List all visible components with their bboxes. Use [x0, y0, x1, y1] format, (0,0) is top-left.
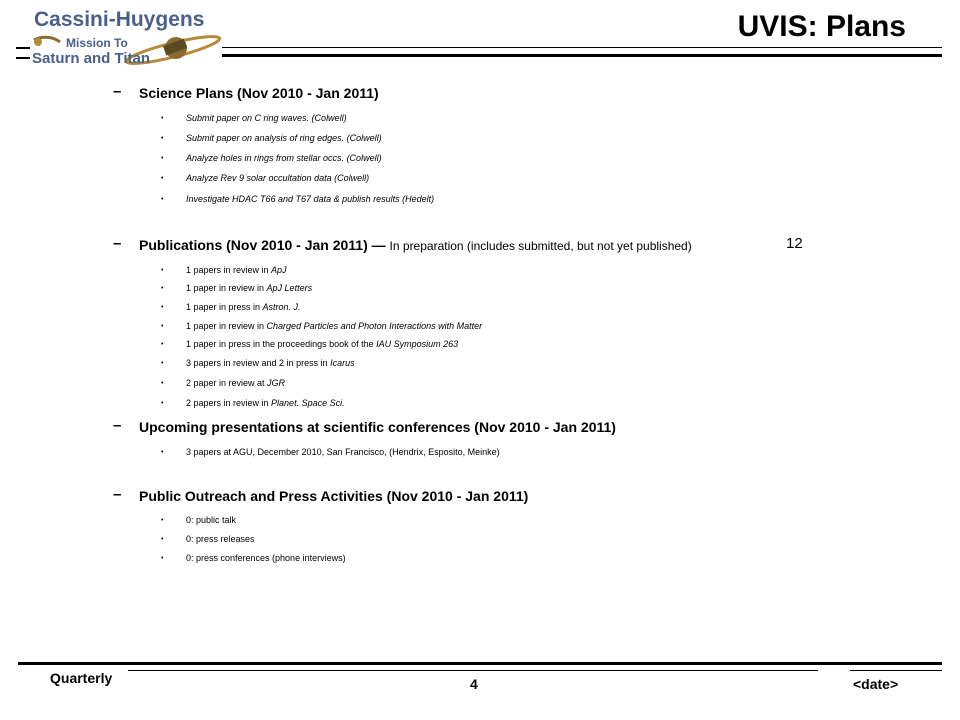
list-item: 0: press releases: [186, 534, 255, 544]
list-item: [186, 378, 285, 388]
journal-name: ApJ Letters: [266, 283, 313, 293]
list-item: Submit paper on analysis of ring edges. (Colwell): [186, 133, 382, 143]
bullet: •: [161, 360, 164, 367]
list-item-text: 1 paper in review in: [186, 283, 267, 293]
section-dash: –: [113, 235, 122, 252]
bullet: •: [161, 400, 164, 407]
journal-name: JGR: [267, 378, 286, 388]
list-item: 0: public talk: [186, 515, 237, 525]
list-item: [186, 398, 345, 408]
cassini-huygens-logo: [8, 6, 230, 72]
list-item: Submit paper on C ring waves. (Colwell): [186, 113, 347, 123]
section-dash: –: [113, 486, 122, 503]
page-title: UVIS: Plans: [737, 10, 906, 43]
footer-rule-thin-right: [850, 670, 942, 671]
footer-rule-thin: [128, 670, 818, 671]
bullet: •: [161, 536, 164, 543]
journal-name: Astron. J.: [262, 302, 301, 312]
bullet: •: [161, 155, 164, 162]
list-item: [186, 339, 458, 349]
bullet: •: [161, 555, 164, 562]
logo-text-line-1: Cassini-Huygens: [34, 8, 205, 31]
header-rule-left-top: [16, 47, 30, 49]
list-item: Investigate HDAC T66 and T67 data & publish results (Hedelt): [186, 194, 435, 204]
journal-name: Planet. Space Sci.: [271, 398, 345, 408]
section-heading-outreach: Public Outreach and Press Activities (Nov 2010 - Jan 2011): [139, 488, 529, 504]
list-item: [186, 358, 355, 368]
list-item: [186, 265, 287, 275]
bullet: •: [161, 449, 164, 456]
bullet: •: [161, 175, 164, 182]
publications-count: 12: [786, 235, 803, 252]
bullet: •: [161, 323, 164, 330]
section-heading-science: Science Plans (Nov 2010 - Jan 2011): [139, 85, 379, 101]
header-rule-thick: [222, 54, 942, 57]
bullet: •: [161, 304, 164, 311]
header-rule-thin: [222, 47, 942, 48]
bullet: •: [161, 341, 164, 348]
journal-name: Icarus: [330, 358, 355, 368]
bullet: •: [161, 380, 164, 387]
publications-note: In preparation (includes submitted, but not yet published): [389, 239, 692, 253]
list-item: Analyze Rev 9 solar occultation data (Colwell): [186, 173, 370, 183]
list-item: 0: press conferences (phone interviews): [186, 553, 346, 563]
list-item-text: 2 papers in review in: [186, 398, 272, 408]
list-item-text: 2 paper in review at: [186, 378, 268, 388]
list-item-text: 1 paper in press in the proceedings book of the: [186, 339, 377, 349]
header-rule-left-bottom: [16, 57, 30, 59]
bullet: •: [161, 267, 164, 274]
list-item: Analyze holes in rings from stellar occs. (Colwell): [186, 153, 382, 163]
list-item-text: 1 paper in press in: [186, 302, 263, 312]
section-dash: –: [113, 83, 122, 100]
list-item: [186, 302, 301, 312]
journal-name: ApJ: [271, 265, 287, 275]
section-heading-publications-text: Publications (Nov 2010 - Jan 2011) —: [139, 237, 386, 253]
section-heading-publications: [139, 237, 692, 253]
section-heading-conferences: Upcoming presentations at scientific conferences (Nov 2010 - Jan 2011): [139, 419, 616, 435]
journal-name: Charged Particles and Photon Interactions with Matter: [266, 321, 483, 331]
list-item: [186, 321, 482, 331]
logo-text-line-2: Mission To: [66, 36, 128, 50]
list-item: 3 papers at AGU, December 2010, San Francisco, (Hendrix, Esposito, Meinke): [186, 447, 500, 457]
list-item-text: 1 paper in review in: [186, 321, 267, 331]
bullet: •: [161, 135, 164, 142]
bullet: •: [161, 517, 164, 524]
footer-date: <date>: [853, 676, 899, 692]
section-dash: –: [113, 417, 122, 434]
list-item: [186, 283, 312, 293]
journal-name: IAU Symposium 263: [376, 339, 459, 349]
logo-text-line-3: Saturn and Titan: [32, 50, 151, 67]
bullet: •: [161, 285, 164, 292]
page-number: 4: [470, 676, 478, 692]
footer-rule-thick: [18, 662, 942, 665]
footer-label: Quarterly: [50, 670, 113, 686]
bullet: •: [161, 115, 164, 122]
bullet: •: [161, 196, 164, 203]
list-item-text: 1 papers in review in: [186, 265, 272, 275]
list-item-text: 3 papers in review and 2 in press in: [186, 358, 331, 368]
